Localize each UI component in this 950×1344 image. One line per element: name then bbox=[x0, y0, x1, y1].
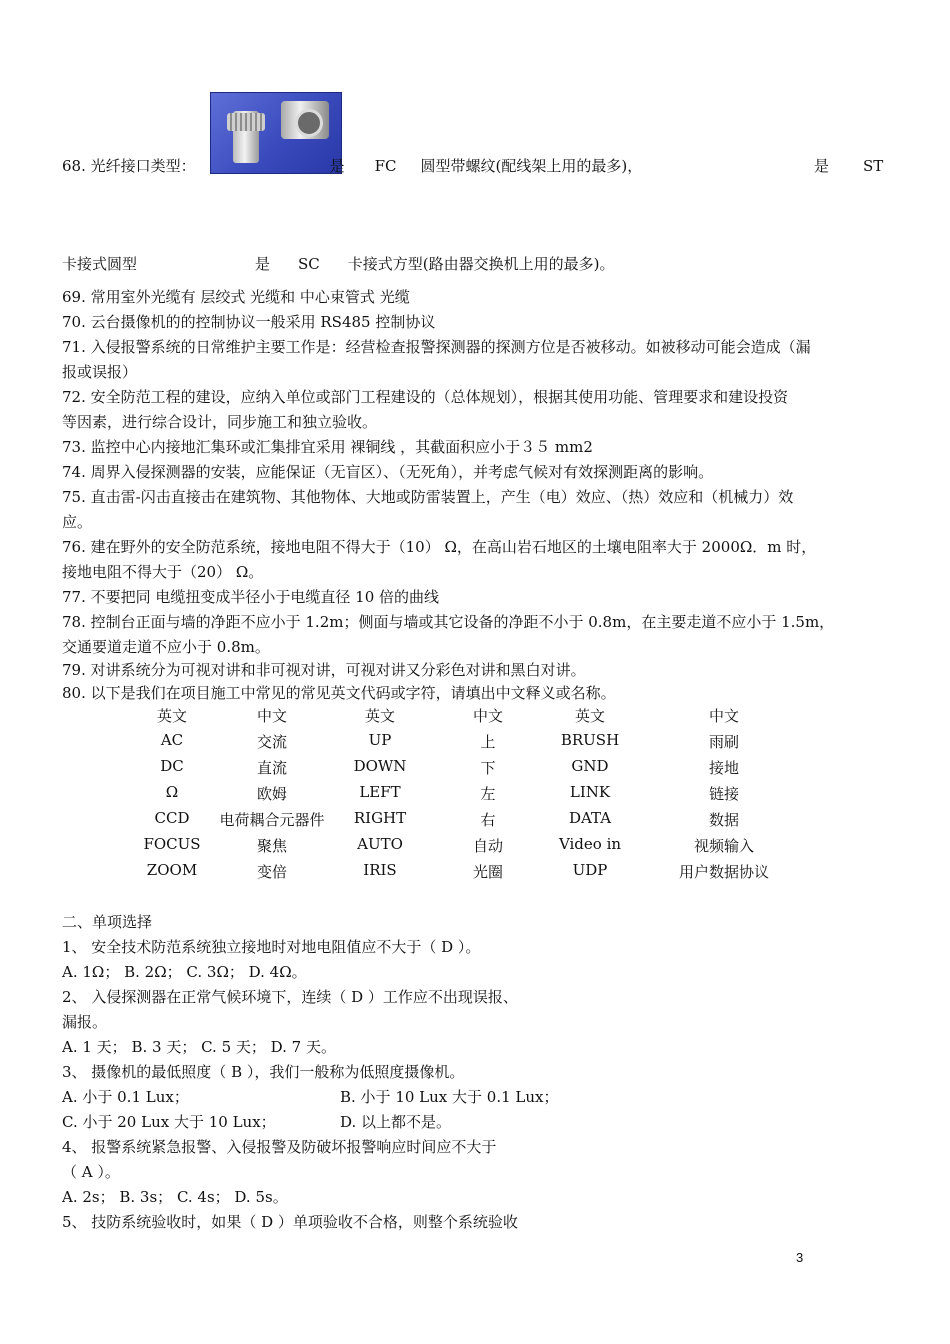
table-cell: 光圈 bbox=[472, 863, 503, 881]
table-row bbox=[130, 783, 790, 807]
table-cell: 链接 bbox=[708, 785, 739, 803]
section2-title: 二、单项选择 bbox=[62, 913, 153, 931]
table-cell: GND bbox=[571, 757, 609, 775]
table-cell: 直流 bbox=[256, 759, 287, 777]
fc-connector-thread bbox=[227, 113, 265, 131]
q78-text-line1: 78. 控制台正面与墙的净距不应小于 1.2m；侧面与墙或其它设备的净距不小于 0.8m，在主要走道不应小于 1.5m， bbox=[62, 613, 835, 631]
table-cell: IRIS bbox=[363, 861, 397, 879]
table-cell: 聚焦 bbox=[256, 837, 287, 855]
table-cell: Video in bbox=[558, 835, 622, 853]
table-cell: 用户数据协议 bbox=[678, 863, 769, 881]
q68-st-desc: 卡接式圆型 bbox=[62, 255, 138, 273]
s2-q3-text: 3、 摄像机的最低照度（ B ），我们一般称为低照度摄像机。 bbox=[62, 1063, 465, 1081]
s2-q1-text: 1、 安全技术防范系统独立接地时对地电阻值应不大于（ D ）。 bbox=[62, 938, 481, 956]
q68-prefix: 68. 光纤接口类型： bbox=[62, 157, 196, 175]
table-row bbox=[130, 809, 790, 833]
table-cell: ZOOM bbox=[146, 861, 198, 879]
s2-q4-text-line2: （ A ）。 bbox=[62, 1163, 120, 1181]
table-cell: 雨刷 bbox=[708, 733, 739, 751]
s2-q3-option-d: D. 以上都不是。 bbox=[340, 1113, 452, 1131]
s2-q1-options: A. 1Ω； B. 2Ω； C. 3Ω； D. 4Ω。 bbox=[62, 963, 307, 981]
q68-is3: 是 bbox=[255, 255, 271, 273]
q72-text-line1: 72. 安全防范工程的建设，应纳入单位或部门工程建设的（总体规划），根据其使用功能、管理要求和建设投资 bbox=[62, 388, 789, 406]
table-row bbox=[130, 731, 790, 755]
page-number: 3 bbox=[796, 1250, 804, 1265]
s2-q2-text-line2: 漏报。 bbox=[62, 1013, 108, 1031]
table-cell: AC bbox=[160, 731, 184, 749]
q79-text: 79. 对讲系统分为可视对讲和非可视对讲，可视对讲又分彩色对讲和黑白对讲。 bbox=[62, 661, 586, 679]
table-cell: FOCUS bbox=[143, 835, 201, 853]
q70-text: 70. 云台摄像机的的控制协议一般采用 RS485 控制协议 bbox=[62, 313, 436, 331]
table-cell: 下 bbox=[480, 759, 496, 777]
table-cell: Ω bbox=[165, 783, 179, 801]
table-cell: 左 bbox=[480, 785, 496, 803]
table-cell: DATA bbox=[568, 809, 612, 827]
header-en-1: 英文 bbox=[156, 707, 187, 725]
table-cell: CCD bbox=[154, 809, 190, 827]
q76-text-line1: 76. 建在野外的安全防范系统，接地电阻不得大于（10） Ω，在高山岩石地区的土壤电阻率大于 2000Ω．m 时， bbox=[62, 538, 817, 556]
q77-text: 77. 不要把同 电缆扭变成半径小于电缆直径 10 倍的曲线 bbox=[62, 588, 440, 606]
s2-q4-text-line1: 4、 报警系统紧急报警、入侵报警及防破坏报警响应时间应不大于 bbox=[62, 1138, 497, 1156]
q68-line1 bbox=[62, 156, 642, 176]
s2-q3-option-a: A. 小于 0.1 Lux； bbox=[62, 1088, 189, 1106]
table-cell: 变倍 bbox=[256, 863, 287, 881]
q68-st: ST bbox=[863, 157, 884, 175]
table-cell: 视频输入 bbox=[693, 837, 754, 855]
q72-text-line2: 等因素，进行综合设计，同步施工和独立验收。 bbox=[62, 413, 378, 431]
table-cell: 上 bbox=[480, 733, 496, 751]
table-cell: 数据 bbox=[708, 811, 739, 829]
q75-text-line1: 75. 直击雷-闪击直接击在建筑物、其他物体、大地或防雷装置上，产生（电）效应、（热）效应和（机械力）效 bbox=[62, 488, 794, 506]
table-cell: RIGHT bbox=[353, 809, 407, 827]
s2-q2-options: A. 1 天； B. 3 天； C. 5 天； D. 7 天。 bbox=[62, 1038, 336, 1056]
q68-is2-line bbox=[814, 156, 883, 176]
table-cell: DC bbox=[160, 757, 184, 775]
s2-q5-text: 5、 技防系统验收时，如果（ D ）单项验收不合格，则整个系统验收 bbox=[62, 1213, 518, 1231]
q68-fc-desc: 圆型带螺纹(配线架上用的最多)， bbox=[420, 157, 643, 175]
s2-q3-option-b: B. 小于 10 Lux 大于 0.1 Lux； bbox=[340, 1088, 559, 1106]
table-row bbox=[130, 835, 790, 859]
table-cell: 电荷耦合元器件 bbox=[219, 811, 325, 829]
table-cell: 自动 bbox=[472, 837, 503, 855]
table-header-row bbox=[130, 705, 790, 729]
q74-text: 74. 周界入侵探测器的安装，应能保证（无盲区）、（无死角），并考虑气候对有效探测距离的影响。 bbox=[62, 463, 714, 481]
q69-text: 69. 常用室外光缆有 层绞式 光缆和 中心束管式 光缆 bbox=[62, 288, 410, 306]
table-cell: AUTO bbox=[357, 835, 403, 853]
table-cell: UDP bbox=[572, 861, 608, 879]
q68-is1: 是 bbox=[329, 157, 345, 175]
table-cell: DOWN bbox=[353, 757, 407, 775]
table-cell: LINK bbox=[569, 783, 611, 801]
table-cell: 交流 bbox=[256, 733, 287, 751]
q78-text-line2: 交通要道走道不应小于 0.8m。 bbox=[62, 638, 270, 656]
header-zh-1: 中文 bbox=[256, 707, 287, 725]
table-cell: UP bbox=[368, 731, 392, 749]
q73-text: 73. 监控中心内接地汇集环或汇集排宜采用 裸铜线 ，其截面积应小于３５ mm2 bbox=[62, 438, 593, 456]
q68-sc-desc: 卡接式方型(路由器交换机上用的最多)。 bbox=[347, 255, 615, 273]
adapter-bore-shape bbox=[295, 109, 323, 137]
s2-q2-text-line1: 2、 入侵探测器在正常气候环境下，连续（ D ）工作应不出现误报、 bbox=[62, 988, 518, 1006]
table-row bbox=[130, 757, 790, 781]
s2-q3-option-c: C. 小于 20 Lux 大于 10 Lux； bbox=[62, 1113, 276, 1131]
q71-text-line2: 报或误报） bbox=[62, 363, 138, 381]
header-en-3: 英文 bbox=[574, 707, 605, 725]
table-cell: 接地 bbox=[708, 759, 739, 777]
q68-line2 bbox=[62, 254, 615, 274]
table-row bbox=[130, 861, 790, 885]
q76-text-line2: 接地电阻不得大于（20） Ω。 bbox=[62, 563, 264, 581]
table-cell: 欧姆 bbox=[256, 785, 287, 803]
s2-q4-options: A. 2s； B. 3s； C. 4s； D. 5s。 bbox=[62, 1188, 288, 1206]
q80-text: 80. 以下是我们在项目施工中常见的常见英文代码或字符，请填出中文释义或名称。 bbox=[62, 684, 616, 702]
table-cell: BRUSH bbox=[560, 731, 620, 749]
header-zh-2: 中文 bbox=[472, 707, 503, 725]
header-en-2: 英文 bbox=[364, 707, 395, 725]
table-cell: 右 bbox=[480, 811, 496, 829]
q68-is2: 是 bbox=[814, 157, 830, 175]
header-zh-3: 中文 bbox=[708, 707, 739, 725]
q75-text-line2: 应。 bbox=[62, 513, 93, 531]
q68-sc: SC bbox=[298, 255, 320, 273]
q71-text-line1: 71. 入侵报警系统的日常维护主要工作是：经营检查报警探测器的探测方位是否被移动。如被移动可能会造成（漏 bbox=[62, 338, 811, 356]
q68-fc: FC bbox=[374, 157, 397, 175]
table-cell: LEFT bbox=[359, 783, 401, 801]
